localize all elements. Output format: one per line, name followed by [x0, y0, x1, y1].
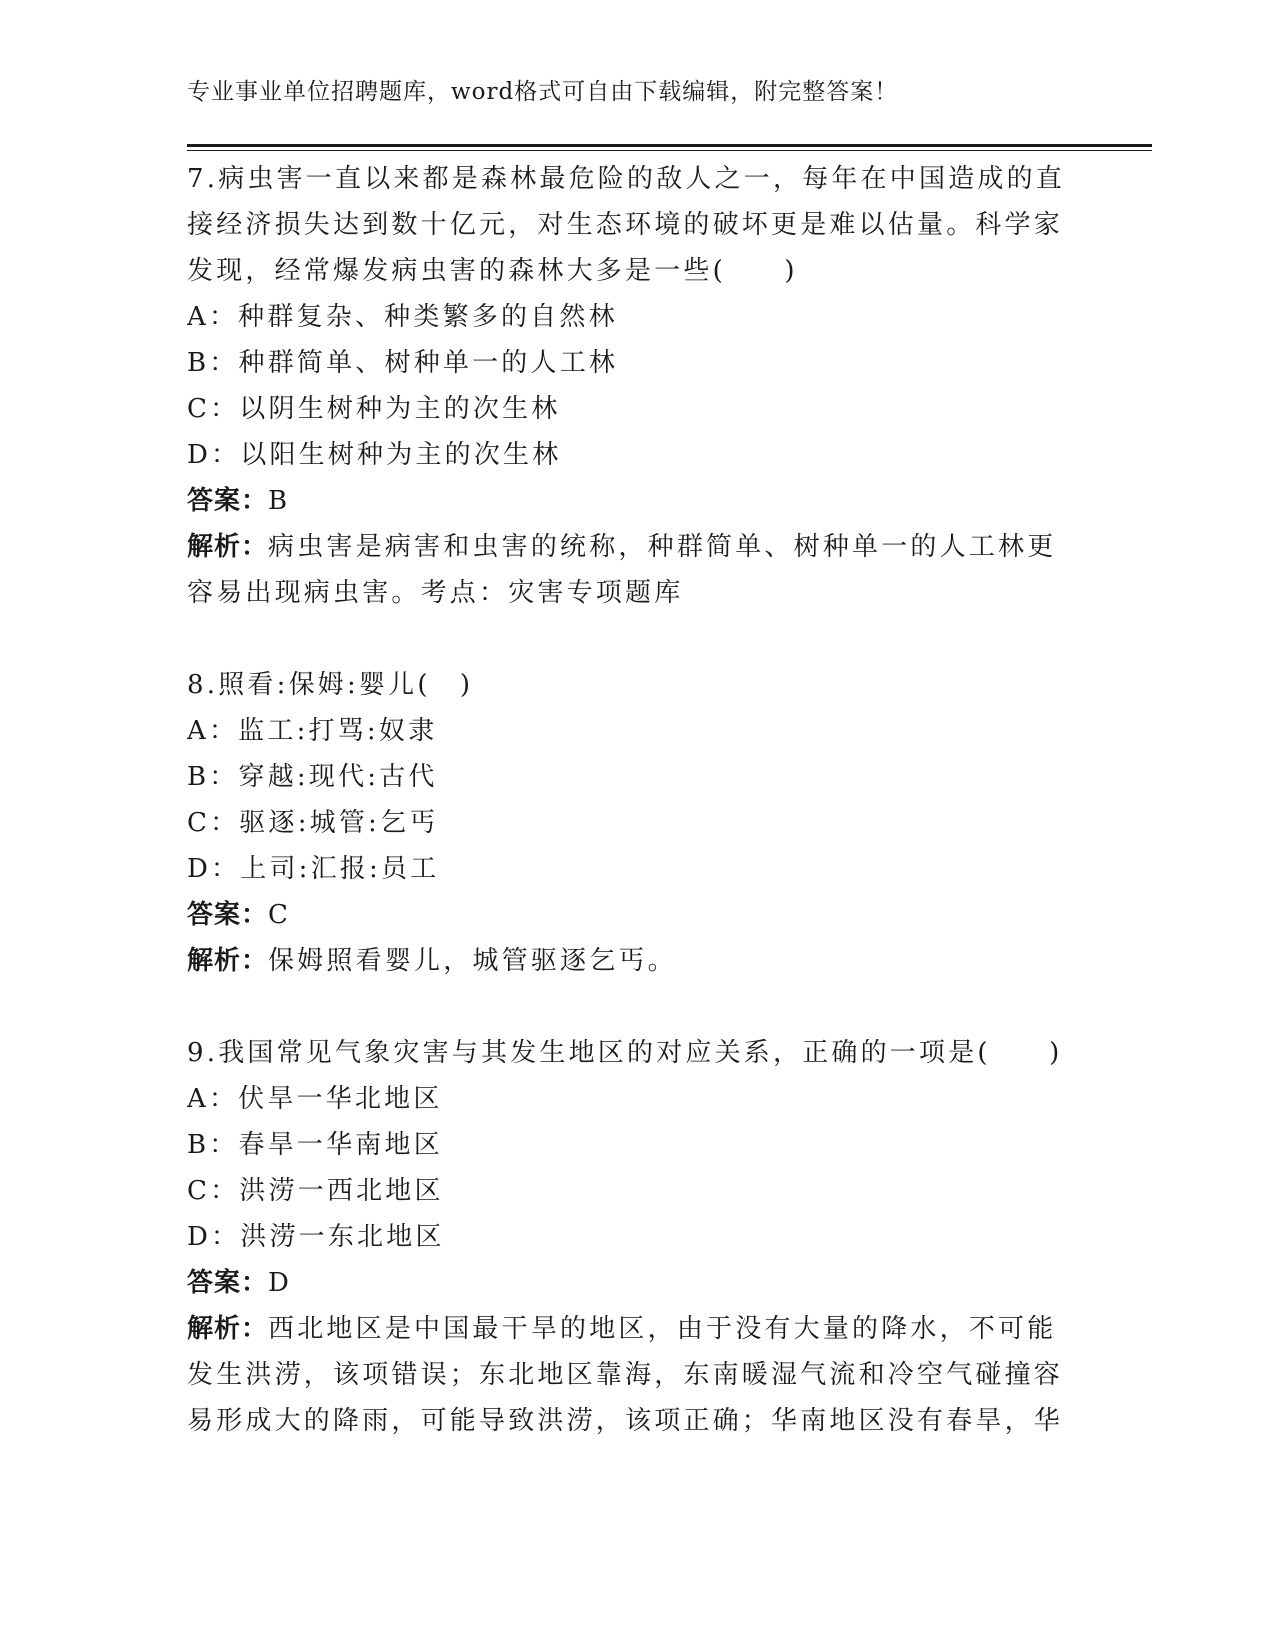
answer-label: 答案：	[187, 486, 269, 516]
analysis-text: 保姆照看婴儿，城管驱逐乞丐。	[268, 946, 677, 976]
option-c: C：驱逐:城管:乞丐	[187, 808, 439, 838]
option-c: C：洪涝一西北地区	[187, 1176, 444, 1206]
analysis-label: 解析：	[187, 946, 269, 976]
header-rule-thick	[187, 144, 1152, 147]
option-b: B：种群简单、树种单一的人工林	[187, 348, 619, 378]
question-stem-line: 9.我国常见气象灾害与其发生地区的对应关系，正确的一项是( )	[187, 1038, 1063, 1068]
answer-label: 答案：	[187, 900, 269, 930]
option-a: A：种群复杂、种类繁多的自然林	[187, 302, 618, 332]
question-stem-line: 接经济损失达到数十亿元，对生态环境的破坏更是难以估量。科学家	[187, 210, 1064, 240]
answer-value: C	[268, 900, 292, 930]
answer-line	[187, 478, 1067, 524]
header-rule-thin	[187, 150, 1152, 151]
analysis-line	[187, 938, 1067, 984]
answer-line	[187, 1260, 1067, 1306]
analysis-text: 病虫害是病害和虫害的统称，种群简单、树种单一的人工林更	[268, 532, 1057, 562]
question-7	[187, 156, 1067, 616]
question-list	[187, 156, 1067, 1444]
answer-line	[187, 892, 1067, 938]
analysis-label: 解析：	[187, 1314, 269, 1344]
analysis-text: 西北地区是中国最干旱的地区，由于没有大量的降水，不可能	[268, 1314, 1057, 1344]
answer-value: D	[268, 1268, 293, 1298]
question-spacer	[187, 984, 1067, 1030]
option-d: D：上司:汇报:员工	[187, 854, 440, 884]
question-spacer	[187, 616, 1067, 662]
analysis-line	[187, 524, 1067, 570]
option-c: C：以阴生树种为主的次生林	[187, 394, 561, 424]
analysis-label: 解析：	[187, 532, 269, 562]
question-stem-line: 7.病虫害一直以来都是森林最危险的敌人之一，每年在中国造成的直	[187, 164, 1066, 194]
option-b: B：穿越:现代:古代	[187, 762, 438, 792]
question-8	[187, 662, 1067, 984]
question-stem-line: 发现，经常爆发病虫害的森林大多是一些( )	[187, 256, 798, 286]
answer-value: B	[268, 486, 291, 516]
option-d: D：以阳生树种为主的次生林	[187, 440, 562, 470]
analysis-line: 易形成大的降雨，可能导致洪涝，该项正确；华南地区没有春旱，华	[187, 1406, 1064, 1436]
question-stem-line: 8.照看:保姆:婴儿( )	[187, 670, 474, 700]
analysis-line	[187, 1306, 1067, 1352]
option-a: A：伏旱一华北地区	[187, 1084, 443, 1114]
answer-label: 答案：	[187, 1268, 269, 1298]
option-d: D：洪涝一东北地区	[187, 1222, 445, 1252]
analysis-line: 容易出现病虫害。考点：灾害专项题库	[187, 578, 684, 608]
analysis-line: 发生洪涝，该项错误；东北地区靠海，东南暖湿气流和冷空气碰撞容	[187, 1360, 1064, 1390]
option-b: B：春旱一华南地区	[187, 1130, 443, 1160]
option-a: A：监工:打骂:奴隶	[187, 716, 438, 746]
page-header: 专业事业单位招聘题库，word格式可自由下载编辑，附完整答案！	[187, 79, 899, 105]
question-9	[187, 1030, 1067, 1444]
